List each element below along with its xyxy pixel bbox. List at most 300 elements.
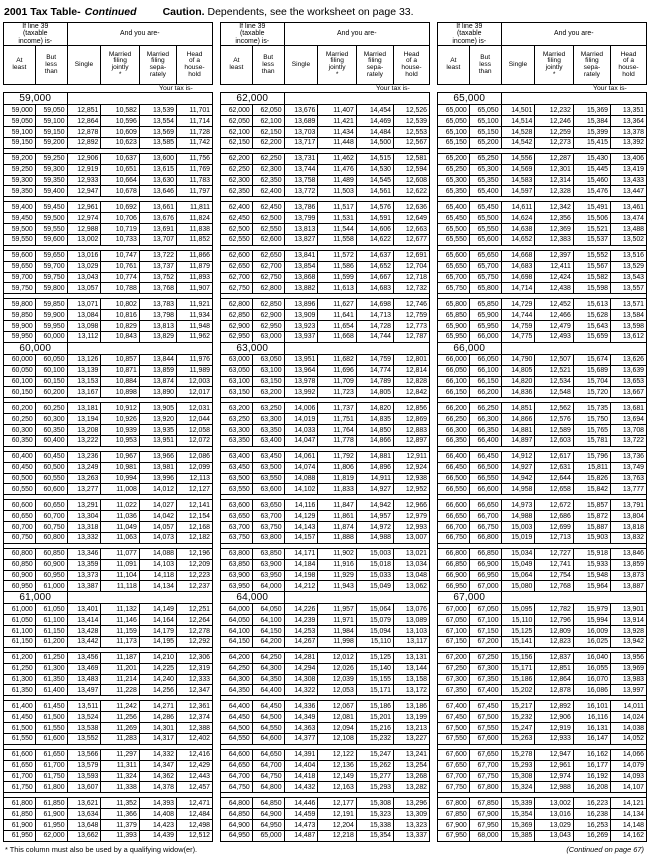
table-cell: 14,561 <box>356 186 393 197</box>
table-cell: 15,765 <box>573 425 610 436</box>
table-row[interactable] <box>221 310 430 321</box>
table-row[interactable] <box>438 636 647 647</box>
table-row[interactable] <box>438 760 647 771</box>
table-row[interactable] <box>438 548 647 559</box>
table-cell: 14,377 <box>284 733 318 744</box>
table-cell: 62,550 <box>221 234 253 245</box>
table-row[interactable] <box>4 186 213 197</box>
table-cell: 12,759 <box>394 310 430 321</box>
table-cell: 15,277 <box>356 771 393 782</box>
table-row[interactable] <box>438 559 647 570</box>
table-row[interactable] <box>4 299 213 310</box>
table-row[interactable] <box>4 365 213 376</box>
table-row[interactable] <box>221 652 430 663</box>
table-row[interactable] <box>221 186 430 197</box>
table-cell: 10,871 <box>101 365 139 376</box>
table-row[interactable] <box>221 153 430 164</box>
table-row[interactable] <box>221 712 430 723</box>
table-row[interactable] <box>4 376 213 387</box>
table-cell: 15,110 <box>356 636 393 647</box>
table-row[interactable] <box>221 451 430 462</box>
table-row[interactable] <box>4 164 213 175</box>
your-tax-is-header-1: Your tax is- <box>376 85 410 93</box>
table-cell: 60,450 <box>4 462 36 473</box>
table-row[interactable] <box>4 435 213 446</box>
table-row[interactable] <box>4 626 213 637</box>
table-cell: 11,641 <box>318 310 356 321</box>
table-row[interactable] <box>221 532 430 543</box>
table-row[interactable] <box>438 272 647 283</box>
table-cell: 13,681 <box>611 403 647 414</box>
table-row[interactable] <box>221 137 430 148</box>
table-cell: 14,927 <box>356 484 393 495</box>
table-cell: 60,200 <box>4 403 36 414</box>
table-row[interactable] <box>4 137 213 148</box>
table-row[interactable] <box>221 771 430 782</box>
table-row[interactable] <box>4 387 213 398</box>
table-cell: 11,929 <box>318 570 356 581</box>
table-row[interactable] <box>221 403 430 414</box>
table-row[interactable] <box>438 570 647 581</box>
table-row[interactable] <box>438 522 647 533</box>
table-row[interactable] <box>438 261 647 272</box>
table-row[interactable] <box>4 261 213 272</box>
table-cell: 61,900 <box>35 809 67 820</box>
table-row[interactable] <box>221 626 430 637</box>
table-cell: 14,638 <box>501 224 535 235</box>
table-row[interactable] <box>438 626 647 637</box>
table-row[interactable] <box>221 685 430 696</box>
table-cell: 11,338 <box>101 782 139 793</box>
table-row[interactable] <box>4 202 213 213</box>
table-cell: 13,103 <box>394 626 430 637</box>
table-cell: 67,050 <box>438 615 470 626</box>
table-row[interactable] <box>4 712 213 723</box>
table-cell: 13,841 <box>284 250 318 261</box>
table-row[interactable] <box>4 522 213 533</box>
table-cell: 14,912 <box>501 451 535 462</box>
table-row[interactable] <box>438 425 647 436</box>
table-cell: 67,400 <box>438 701 470 712</box>
table-cell: 65,450 <box>438 213 470 224</box>
table-row[interactable] <box>4 473 213 484</box>
table-row[interactable] <box>4 604 213 615</box>
table-row[interactable] <box>4 782 213 793</box>
table-cell: 13,646 <box>139 186 176 197</box>
table-row[interactable] <box>221 749 430 760</box>
table-cell: 64,600 <box>221 749 253 760</box>
table-row[interactable] <box>438 414 647 425</box>
table-row[interactable] <box>4 570 213 581</box>
table-row[interactable] <box>4 484 213 495</box>
table-row[interactable] <box>4 663 213 674</box>
table-row[interactable] <box>438 310 647 321</box>
table-cell: 64,100 <box>252 615 284 626</box>
table-row[interactable] <box>438 782 647 793</box>
table-cell: 64,800 <box>221 798 253 809</box>
tax-table-1 <box>220 22 430 842</box>
table-row[interactable] <box>221 321 430 332</box>
table-cell: 14,184 <box>284 559 318 570</box>
table-cell: 63,350 <box>221 435 253 446</box>
table-row[interactable] <box>4 723 213 734</box>
table-row[interactable] <box>438 532 647 543</box>
table-cell: 13,752 <box>139 272 176 283</box>
table-row[interactable] <box>221 760 430 771</box>
table-cell: 66,900 <box>469 559 501 570</box>
table-cell: 16,162 <box>573 749 610 760</box>
table-cell: 11,756 <box>177 153 213 164</box>
table-cell: 65,650 <box>438 261 470 272</box>
table-cell: 66,000 <box>438 354 470 365</box>
table-row[interactable] <box>4 674 213 685</box>
table-row[interactable] <box>4 798 213 809</box>
table-cell: 12,704 <box>394 261 430 272</box>
table-cell: 12,402 <box>177 733 213 744</box>
table-cell: 14,301 <box>139 723 176 734</box>
table-cell: 15,110 <box>501 615 535 626</box>
table-cell: 67,200 <box>438 652 470 663</box>
table-row[interactable] <box>221 723 430 734</box>
table-cell: 14,349 <box>284 712 318 723</box>
table-row[interactable] <box>4 451 213 462</box>
table-cell: 12,204 <box>318 820 356 831</box>
table-row[interactable] <box>438 484 647 495</box>
table-row[interactable] <box>438 809 647 820</box>
table-cell: 13,227 <box>394 733 430 744</box>
table-row[interactable] <box>221 261 430 272</box>
table-cell: 64,750 <box>252 771 284 782</box>
table-cell: 12,466 <box>535 310 573 321</box>
table-cell: 14,432 <box>284 782 318 793</box>
table-row[interactable] <box>4 733 213 744</box>
table-row[interactable] <box>221 798 430 809</box>
table-row[interactable] <box>221 636 430 647</box>
table-row[interactable] <box>4 652 213 663</box>
table-cell: 13,236 <box>67 451 101 462</box>
table-row[interactable] <box>438 234 647 245</box>
table-row[interactable] <box>221 462 430 473</box>
table-cell: 65,550 <box>438 234 470 245</box>
table-cell: 13,694 <box>611 414 647 425</box>
table-row[interactable] <box>221 354 430 365</box>
table-cell: 65,850 <box>438 310 470 321</box>
but-less-than-header-2: But less than <box>469 46 501 85</box>
table-cell: 12,031 <box>177 403 213 414</box>
table-row[interactable] <box>438 771 647 782</box>
table-row[interactable] <box>4 175 213 186</box>
table-row[interactable] <box>221 548 430 559</box>
table-row[interactable] <box>221 127 430 138</box>
table-cell: 14,569 <box>501 164 535 175</box>
table-row[interactable] <box>221 425 430 436</box>
group-label: 61,000 <box>4 592 68 604</box>
table-row[interactable] <box>4 403 213 414</box>
table-cell: 14,714 <box>501 283 535 294</box>
table-row[interactable] <box>438 500 647 511</box>
table-row[interactable] <box>221 234 430 245</box>
table-row[interactable] <box>438 435 647 446</box>
table-row[interactable] <box>438 581 647 592</box>
table-row[interactable] <box>4 213 213 224</box>
table-row[interactable] <box>438 462 647 473</box>
table-row[interactable] <box>221 559 430 570</box>
table-row[interactable] <box>4 414 213 425</box>
table-row[interactable] <box>4 224 213 235</box>
table-row[interactable] <box>4 153 213 164</box>
table-cell: 11,806 <box>318 462 356 473</box>
table-row[interactable] <box>221 782 430 793</box>
table-row[interactable] <box>438 798 647 809</box>
table-cell: 11,214 <box>101 674 139 685</box>
table-cell: 11,283 <box>101 733 139 744</box>
table-cell: 15,872 <box>573 511 610 522</box>
table-row[interactable] <box>4 749 213 760</box>
table-row[interactable] <box>438 224 647 235</box>
table-row[interactable] <box>438 137 647 148</box>
table-row[interactable] <box>438 153 647 164</box>
table-row[interactable] <box>4 809 213 820</box>
table-cell: 61,500 <box>35 712 67 723</box>
table-cell: 65,750 <box>438 283 470 294</box>
table-row[interactable] <box>221 414 430 425</box>
table-cell: 64,550 <box>252 723 284 734</box>
table-cell: 15,232 <box>356 733 393 744</box>
table-cell: 61,250 <box>4 663 36 674</box>
table-row[interactable] <box>4 310 213 321</box>
table-cell: 66,550 <box>469 473 501 484</box>
table-cell: 12,933 <box>67 175 101 186</box>
table-row[interactable] <box>4 105 213 116</box>
table-row[interactable] <box>438 652 647 663</box>
table-row[interactable] <box>4 116 213 127</box>
table-cell: 13,854 <box>284 261 318 272</box>
table-cell: 61,550 <box>35 723 67 734</box>
table-cell: 13,043 <box>67 272 101 283</box>
table-cell: 11,957 <box>318 604 356 615</box>
table-row[interactable] <box>4 250 213 261</box>
table-row[interactable] <box>4 511 213 522</box>
table-cell: 64,650 <box>221 760 253 771</box>
table-row[interactable] <box>438 321 647 332</box>
at-least-header-1: At least <box>221 46 253 85</box>
table-row[interactable] <box>438 299 647 310</box>
table-row[interactable] <box>4 354 213 365</box>
table-cell: 14,528 <box>501 127 535 138</box>
table-row[interactable] <box>221 175 430 186</box>
table-row[interactable] <box>221 570 430 581</box>
table-row[interactable] <box>438 127 647 138</box>
table-cell: 15,293 <box>356 782 393 793</box>
table-row[interactable] <box>4 500 213 511</box>
table-cell: 11,173 <box>101 636 139 647</box>
table-row[interactable] <box>438 511 647 522</box>
table-row[interactable] <box>4 820 213 831</box>
table-row[interactable] <box>221 663 430 674</box>
table-cell: 15,216 <box>356 723 393 734</box>
table-row[interactable] <box>438 733 647 744</box>
table-cell: 15,049 <box>501 559 535 570</box>
table-cell: 15,887 <box>573 522 610 533</box>
table-cell: 62,600 <box>221 250 253 261</box>
table-cell: 13,676 <box>284 105 318 116</box>
table-cell: 59,050 <box>35 105 67 116</box>
table-row[interactable] <box>221 283 430 294</box>
table-row[interactable] <box>438 331 647 342</box>
table-row[interactable] <box>4 771 213 782</box>
table-row[interactable] <box>221 473 430 484</box>
table-row[interactable] <box>4 272 213 283</box>
table-cell: 15,689 <box>573 365 610 376</box>
table-row[interactable] <box>4 636 213 647</box>
table-row[interactable] <box>438 202 647 213</box>
table-cell: 11,201 <box>101 663 139 674</box>
caution-label: Caution. <box>162 6 205 18</box>
table-row[interactable] <box>438 820 647 831</box>
table-cell: 12,892 <box>67 137 101 148</box>
table-cell: 11,742 <box>177 137 213 148</box>
table-row[interactable] <box>221 365 430 376</box>
table-cell: 11,696 <box>318 365 356 376</box>
table-cell: 12,526 <box>394 105 430 116</box>
table-row[interactable] <box>438 105 647 116</box>
table-row[interactable] <box>438 701 647 712</box>
table-row[interactable] <box>438 749 647 760</box>
table-row[interactable] <box>438 213 647 224</box>
table-row[interactable] <box>438 250 647 261</box>
table-row[interactable] <box>221 500 430 511</box>
table-row[interactable] <box>438 365 647 376</box>
table-row[interactable] <box>4 283 213 294</box>
table-row[interactable] <box>221 484 430 495</box>
table-row[interactable] <box>438 376 647 387</box>
table-row[interactable] <box>221 224 430 235</box>
table-row[interactable] <box>221 116 430 127</box>
table-row[interactable] <box>438 712 647 723</box>
table-row[interactable] <box>4 615 213 626</box>
table-row[interactable] <box>438 175 647 186</box>
table-cell: 65,550 <box>469 224 501 235</box>
table-cell: 14,118 <box>139 570 176 581</box>
table-row[interactable] <box>221 387 430 398</box>
table-cell: 59,400 <box>35 186 67 197</box>
table-row[interactable] <box>221 701 430 712</box>
table-row[interactable] <box>221 674 430 685</box>
table-row[interactable] <box>221 250 430 261</box>
table-row[interactable] <box>4 760 213 771</box>
table-row[interactable] <box>4 127 213 138</box>
table-row[interactable] <box>221 105 430 116</box>
table-cell: 65,850 <box>469 299 501 310</box>
table-row[interactable] <box>221 202 430 213</box>
table-row[interactable] <box>221 435 430 446</box>
table-cell: 64,500 <box>221 723 253 734</box>
table-row[interactable] <box>438 354 647 365</box>
table-row[interactable] <box>438 283 647 294</box>
table-row[interactable] <box>438 387 647 398</box>
table-cell: 13,935 <box>139 425 176 436</box>
table-row[interactable] <box>221 604 430 615</box>
table-row[interactable] <box>438 830 647 841</box>
table-cell: 63,850 <box>252 548 284 559</box>
table-row[interactable] <box>221 830 430 841</box>
table-cell: 13,249 <box>67 462 101 473</box>
table-row[interactable] <box>4 701 213 712</box>
table-cell: 64,050 <box>221 615 253 626</box>
table-row[interactable] <box>438 451 647 462</box>
table-cell: 13,112 <box>67 331 101 342</box>
table-row[interactable] <box>438 674 647 685</box>
table-cell: 13,002 <box>535 798 573 809</box>
table-row[interactable] <box>221 733 430 744</box>
table-cell: 61,650 <box>35 749 67 760</box>
table-cell: 62,200 <box>252 137 284 148</box>
table-row[interactable] <box>221 299 430 310</box>
table-row[interactable] <box>221 820 430 831</box>
table-cell: 10,857 <box>101 354 139 365</box>
table-row[interactable] <box>221 213 430 224</box>
table-row[interactable] <box>4 830 213 841</box>
table-row[interactable] <box>221 376 430 387</box>
table-cell: 15,339 <box>501 798 535 809</box>
table-row[interactable] <box>221 615 430 626</box>
table-row[interactable] <box>438 685 647 696</box>
table-row[interactable] <box>4 559 213 570</box>
table-row[interactable] <box>4 532 213 543</box>
table-row[interactable] <box>4 581 213 592</box>
table-cell: 15,399 <box>573 127 610 138</box>
table-row[interactable] <box>438 116 647 127</box>
table-cell: 16,269 <box>573 830 610 841</box>
table-row[interactable] <box>438 164 647 175</box>
table-row[interactable] <box>4 234 213 245</box>
table-cell: 11,366 <box>101 809 139 820</box>
table-row[interactable] <box>4 331 213 342</box>
table-cell: 13,378 <box>611 127 647 138</box>
table-row[interactable] <box>4 685 213 696</box>
table-row[interactable] <box>438 186 647 197</box>
table-cell: 16,025 <box>573 636 610 647</box>
table-cell: 14,408 <box>139 809 176 820</box>
table-cell: 61,200 <box>35 636 67 647</box>
table-cell: 14,624 <box>501 213 535 224</box>
table-row[interactable] <box>221 511 430 522</box>
table-row[interactable] <box>438 615 647 626</box>
table-row[interactable] <box>4 548 213 559</box>
table-row[interactable] <box>438 723 647 734</box>
table-cell: 13,969 <box>611 663 647 674</box>
table-row[interactable] <box>221 272 430 283</box>
table-row[interactable] <box>4 425 213 436</box>
table-row[interactable] <box>221 331 430 342</box>
table-row[interactable] <box>438 473 647 484</box>
table-cell: 13,859 <box>611 559 647 570</box>
table-row[interactable] <box>438 403 647 414</box>
table-row[interactable] <box>438 663 647 674</box>
table-row[interactable] <box>438 604 647 615</box>
at-least-header-0: At least <box>4 46 36 85</box>
group-label: 64,000 <box>221 592 285 604</box>
head-of-household-header-0: Head of a house- hold <box>177 46 213 85</box>
table-row[interactable] <box>221 164 430 175</box>
table-cell: 66,400 <box>469 435 501 446</box>
table-row[interactable] <box>4 321 213 332</box>
table-row[interactable] <box>4 462 213 473</box>
table-cell: 61,900 <box>4 820 36 831</box>
table-row[interactable] <box>221 522 430 533</box>
table-row[interactable] <box>221 809 430 820</box>
table-row[interactable] <box>221 581 430 592</box>
